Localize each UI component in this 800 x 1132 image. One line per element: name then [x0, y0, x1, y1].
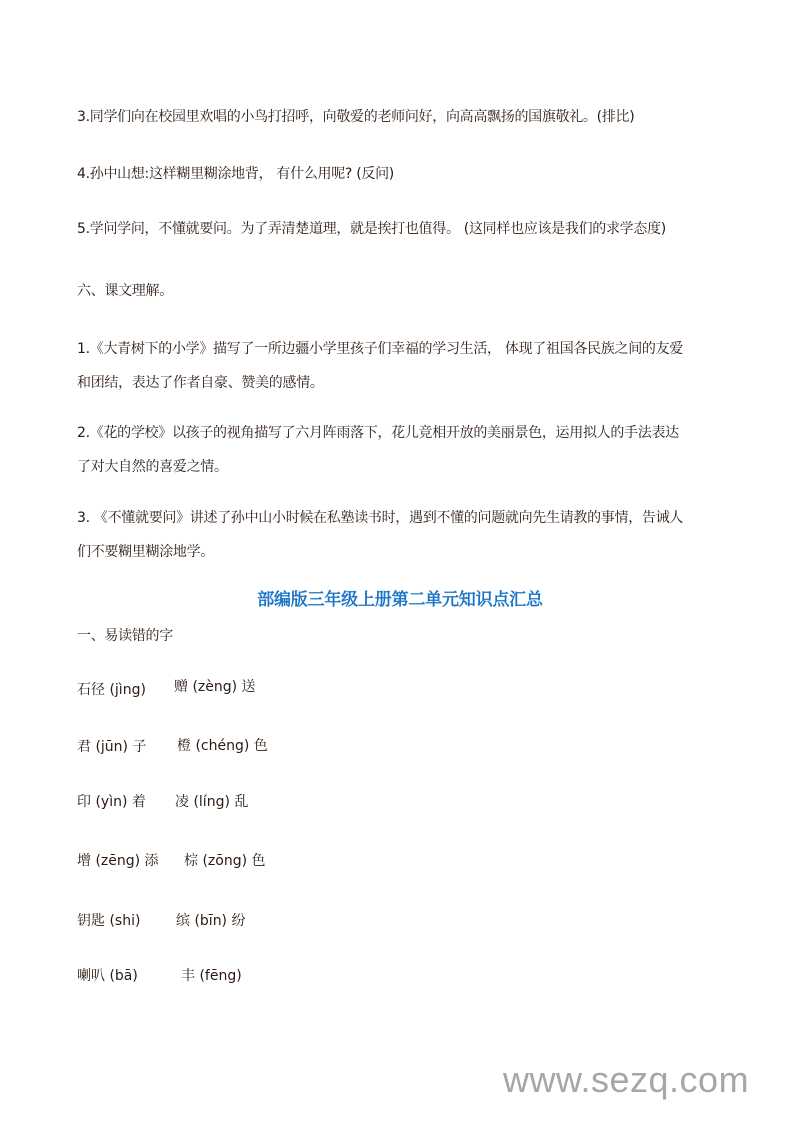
comprehension-item-2-line-2: 了对大自然的喜爱之情。: [77, 459, 228, 475]
rhetoric-example-5: 5.学问学问，不懂就要问。为了弄清楚道理，就是挨打也值得。 (这同样也应该是我们的求学态度): [77, 221, 666, 237]
pinyin-word-left: 喇叭 (bā): [77, 968, 138, 984]
comprehension-item-2-line-1: 2.《花的学校》以孩子的视角描写了六月阵雨落下，花儿竞相开放的美丽景色，运用拟人的手法表达: [77, 425, 679, 441]
pinyin-word-right: 橙 (chéng) 色: [177, 738, 268, 754]
subheading-misread-characters: 一、易读错的字: [77, 628, 173, 644]
pinyin-word-right: 丰 (fēng): [181, 968, 242, 984]
comprehension-item-1-line-2: 和团结，表达了作者自豪、赞美的感情。: [77, 375, 324, 391]
comprehension-item-1: [77, 332, 732, 400]
comprehension-item-3: [77, 501, 732, 569]
comprehension-item-3-line-2: 们不要糊里糊涂地学。: [77, 544, 214, 560]
pinyin-word-right: 缤 (bīn) 纷: [176, 913, 246, 929]
pinyin-word-right: 棕 (zōng) 色: [184, 853, 266, 869]
pinyin-word-left: 君 (jūn) 子: [77, 739, 147, 755]
comprehension-item-1-line-1: 1.《大青树下的小学》描写了一所边疆小学里孩子们幸福的学习生活， 体现了祖国各民族之间的友爱: [77, 341, 684, 357]
unit-2-title: 部编版三年级上册第二单元知识点汇总: [257, 590, 543, 610]
pinyin-word-left: 石径 (jìng): [77, 682, 146, 698]
rhetoric-example-3: 3.同学们向在校园里欢唱的小鸟打招呼，向敬爱的老师问好，向高高飘扬的国旗敬礼。(排比): [77, 109, 635, 125]
pinyin-word-right: 凌 (líng) 乱: [175, 794, 249, 810]
section-heading-text-understanding: 六、课文理解。: [77, 283, 173, 299]
rhetoric-example-4: 4.孙中山想:这样糊里糊涂地背， 有什么用呢? (反问): [77, 166, 394, 182]
pinyin-word-left: 增 (zēng) 添: [77, 853, 159, 869]
comprehension-item-2: [77, 416, 732, 484]
pinyin-word-left: 钥匙 (shi): [77, 913, 141, 929]
pinyin-word-left: 印 (yìn) 着: [77, 794, 146, 810]
comprehension-item-3-line-1: 3. 《不懂就要问》讲述了孙中山小时候在私塾读书时，遇到不懂的问题就向先生请教的事情，告诫人: [77, 510, 684, 526]
pinyin-word-right: 赠 (zèng) 送: [174, 679, 256, 695]
watermark-site-url: www.sezq.com: [503, 1059, 750, 1100]
